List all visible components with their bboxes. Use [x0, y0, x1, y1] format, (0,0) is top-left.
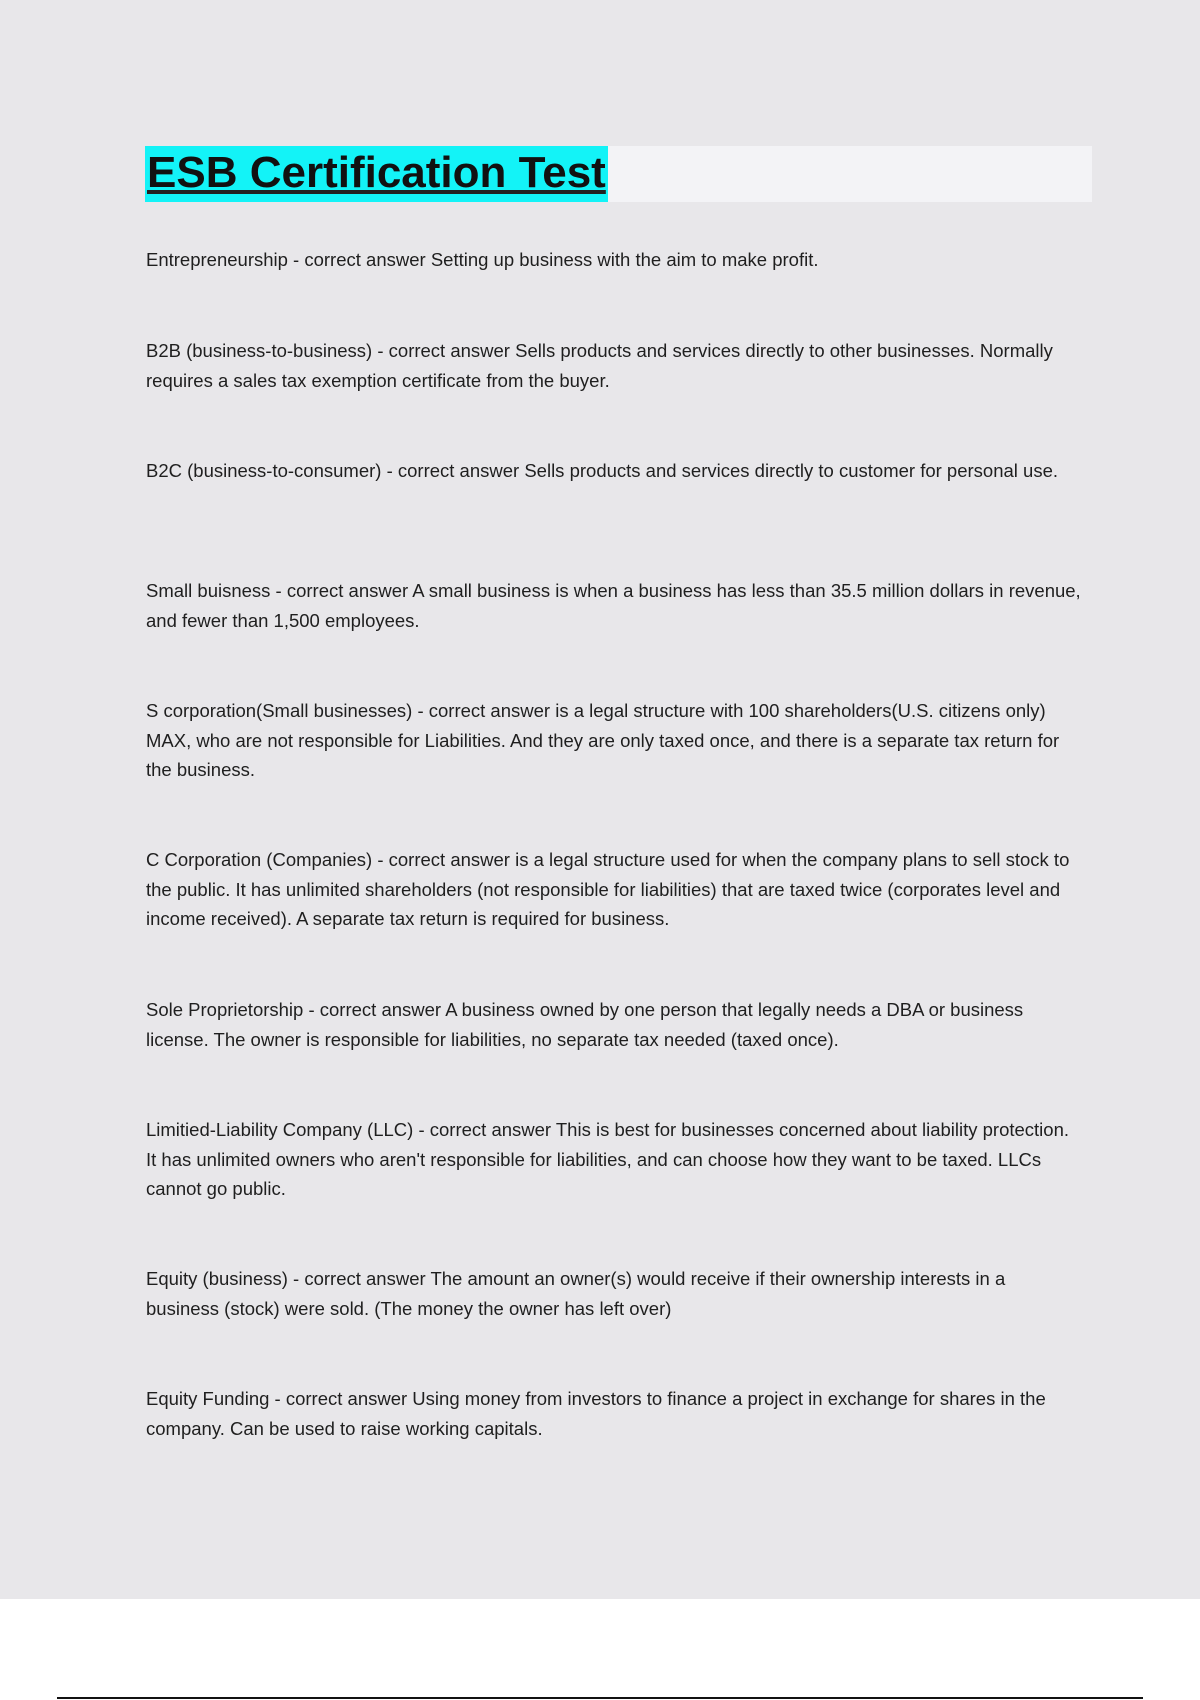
qa-entry-b2b: B2B (business-to-business) - correct answer Sells products and services directly to other businesses. Normally requires a sales tax exemption certificate from the buyer. — [146, 340, 1053, 391]
qa-entry-equity: Equity (business) - correct answer The amount an owner(s) would receive if their ownership interests in a business (stock) were sold. (The money the owner has left over) — [146, 1268, 1006, 1319]
document-title: ESB Certification Test — [145, 146, 608, 202]
qa-entry-s-corporation: S corporation(Small businesses) - correct answer is a legal structure with 100 shareholders(U.S. citizens only) MAX, who are not responsible for Liabilities. And they are only taxed once, and there is a separate tax return for the business. — [146, 700, 1060, 780]
qa-entry-llc: Limitied-Liability Company (LLC) - correct answer This is best for businesses concerned about liability protection. It has unlimited owners who aren't responsible for liabilities, and can choose how they want to be taxed. LLCs cannot go public. — [146, 1119, 1070, 1199]
qa-entry-equity-funding: Equity Funding - correct answer Using money from investors to finance a project in exchange for shares in the company. Can be used to raise working capitals. — [146, 1388, 1046, 1439]
bottom-divider — [57, 1697, 1143, 1699]
qa-entry-c-corporation: C Corporation (Companies) - correct answer is a legal structure used for when the company plans to sell stock to the public. It has unlimited shareholders (not responsible for liabilities) that are taxed twice (corporates level and income received). A separate tax return is required for business. — [146, 849, 1070, 929]
qa-entry-b2c: B2C (business-to-consumer) - correct answer Sells products and services directly to customer for personal use. — [146, 460, 1058, 481]
qa-entry-entrepreneurship: Entrepreneurship - correct answer Setting up business with the aim to make profit. — [146, 249, 819, 270]
qa-entry-small-business: Small buisness - correct answer A small business is when a business has less than 35.5 million dollars in revenue, and fewer than 1,500 employees. — [146, 580, 1081, 631]
qa-entry-sole-proprietorship: Sole Proprietorship - correct answer A business owned by one person that legally needs a DBA or business license. The owner is responsible for liabilities, no separate tax needed (taxed once). — [146, 999, 1024, 1050]
